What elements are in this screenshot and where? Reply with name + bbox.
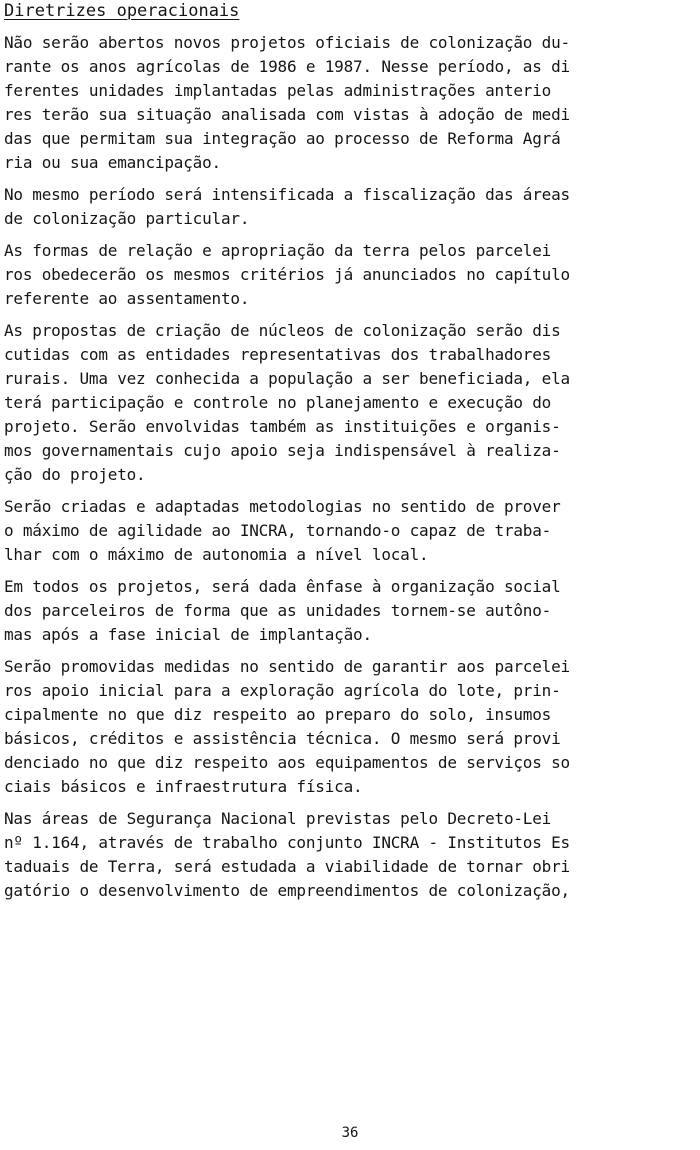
paragraph-8 (4, 807, 696, 903)
text-line: Nas áreas de Segurança Nacional previstas pelo Decreto-Lei (4, 809, 552, 828)
text-line: ciais básicos e infraestrutura física. (4, 777, 363, 796)
text-line: No mesmo período será intensificada a fiscalização das áreas (4, 185, 570, 204)
text-line: de colonização particular. (4, 209, 250, 228)
text-line: ros apoio inicial para a exploração agrícola do lote, prin- (4, 681, 561, 700)
text-line: denciado no que diz respeito aos equipamentos de serviços so (4, 753, 570, 772)
text-line: Serão promovidas medidas no sentido de garantir aos parcelei (4, 657, 570, 676)
text-line: cipalmente no que diz respeito ao preparo do solo, insumos (4, 705, 552, 724)
text-line: referente ao assentamento. (4, 289, 250, 308)
text-line: nº 1.164, através de trabalho conjunto INCRA - Institutos Es (4, 833, 570, 852)
text-line: dos parceleiros de forma que as unidades tornem-se autôno- (4, 601, 552, 620)
paragraph-7 (4, 655, 696, 799)
paragraph-3 (4, 239, 696, 311)
text-line: mas após a fase inicial de implantação. (4, 625, 372, 644)
text-line: terá participação e controle no planejamento e execução do (4, 393, 552, 412)
text-line: básicos, créditos e assistência técnica. O mesmo será provi (4, 729, 561, 748)
text-line: As formas de relação e apropriação da terra pelos parcelei (4, 241, 552, 260)
document-page (4, 0, 696, 1150)
paragraph-6 (4, 575, 696, 647)
text-line: res terão sua situação analisada com vistas à adoção de medi (4, 105, 570, 124)
text-line: Em todos os projetos, será dada ênfase à organização social (4, 577, 561, 596)
text-line: projeto. Serão envolvidas também as instituições e organis- (4, 417, 561, 436)
text-line: mos governamentais cujo apoio seja indispensável à realiza- (4, 441, 561, 460)
paragraph-4 (4, 319, 696, 487)
text-line: taduais de Terra, será estudada a viabilidade de tornar obri (4, 857, 570, 876)
section-heading: Diretrizes operacionais (4, 1, 240, 21)
text-line: das que permitam sua integração ao processo de Reforma Agrá (4, 129, 561, 148)
text-line: cutidas com as entidades representativas dos trabalhadores (4, 345, 552, 364)
text-line: ria ou sua emancipação. (4, 153, 221, 172)
text-line: gatório o desenvolvimento de empreendimentos de colonização, (4, 881, 570, 900)
paragraph-2 (4, 183, 696, 231)
text-line: ros obedecerão os mesmos critérios já anunciados no capítulo (4, 265, 570, 284)
page-number: 36 (341, 1125, 359, 1141)
text-line: rante os anos agrícolas de 1986 e 1987. Nesse período, as di (4, 57, 570, 76)
paragraph-1 (4, 31, 696, 175)
paragraph-5 (4, 495, 696, 567)
text-line: ferentes unidades implantadas pelas administrações anterio (4, 81, 552, 100)
text-line: Não serão abertos novos projetos oficiais de colonização du- (4, 33, 570, 52)
text-line: rurais. Uma vez conhecida a população a ser beneficiada, ela (4, 369, 570, 388)
text-line: o máximo de agilidade ao INCRA, tornando-o capaz de traba- (4, 521, 552, 540)
text-line: Serão criadas e adaptadas metodologias no sentido de prover (4, 497, 561, 516)
text-line: As propostas de criação de núcleos de colonização serão dis (4, 321, 561, 340)
text-line: lhar com o máximo de autonomia a nível local. (4, 545, 429, 564)
body-text (4, 31, 696, 903)
text-line: ção do projeto. (4, 465, 146, 484)
